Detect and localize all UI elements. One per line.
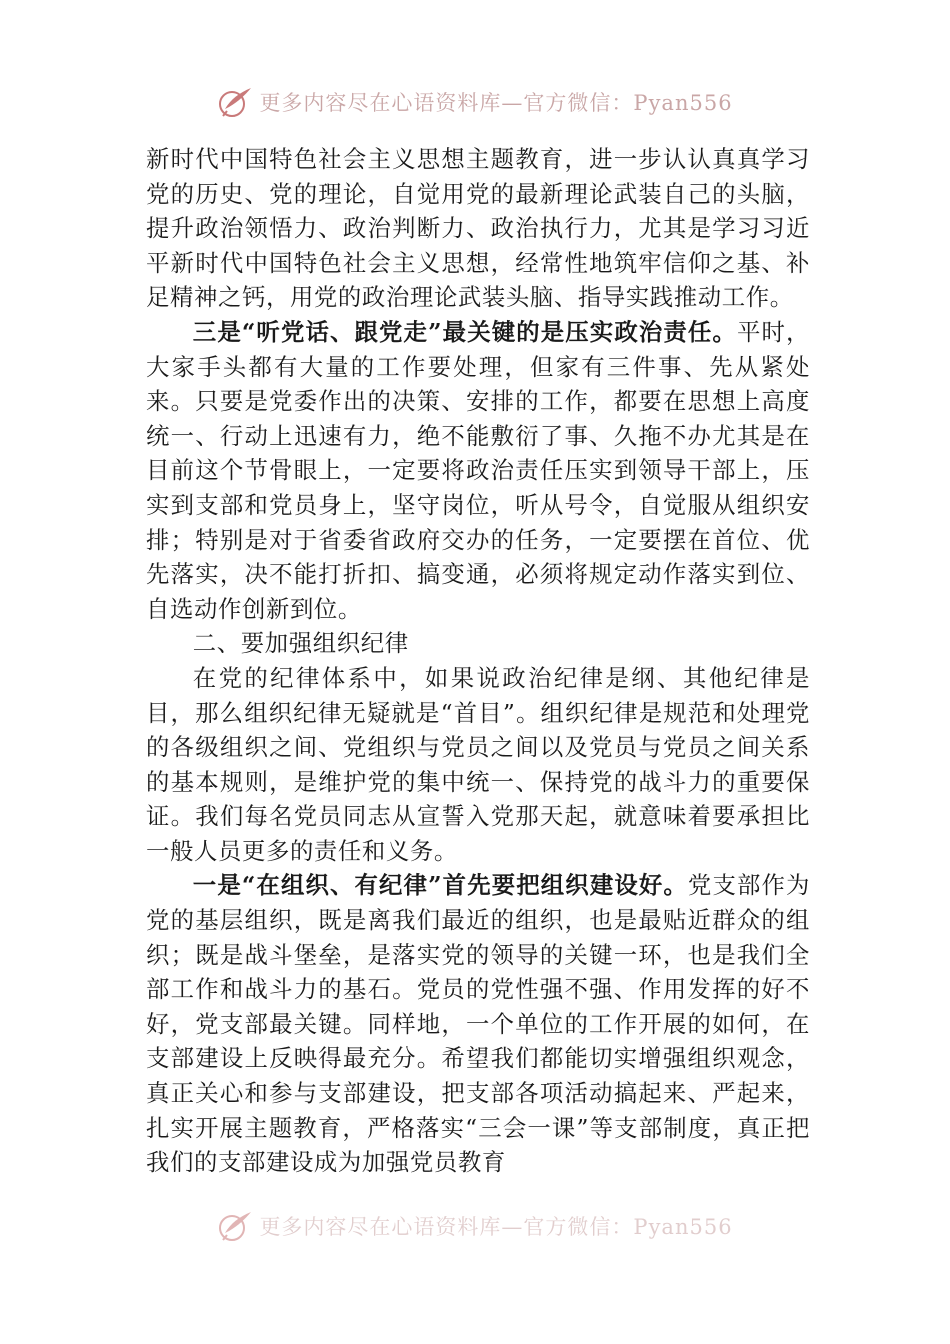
section-heading: 二、要加强组织纪律: [192, 629, 409, 658]
paragraph: 在党的纪律体系中，如果说政治纪律是纲、其他纪律是目，那么组织纪律无疑就是“首目”。组织纪律是规范和处理党的各级组织之间、党组织与党员之间以及党员与党员之间关系的基本规则，是维护党的集中统一、保持党的战斗力的重要保证。我们每名党员同志从宣誓入党那天起，就意味着要承担比一般人员更多的责任和义务。: [146, 663, 810, 865]
paragraph-lead: 一是“在组织、有纪律”首先要把组织建设好。: [192, 871, 688, 900]
quill-seal-icon: [217, 1209, 255, 1243]
watermark-footer: [0, 1206, 950, 1246]
watermark-text: 更多内容尽在心语资料库—官方微信：Pyan556: [259, 1215, 733, 1239]
watermark-text: 更多内容尽在心语资料库—官方微信：Pyan556: [259, 91, 733, 115]
paragraph: 新时代中国特色社会主义思想主题教育，进一步认认真真学习党的历史、党的理论，自觉用党的最新理论武装自己的头脑，提升政治领悟力、政治判断力、政治执行力，尤其是学习习近平新时代中国特色社会主义思想，经常性地筑牢信仰之基、补足精神之钙，用党的政治理论武装头脑、指导实践推动工作。: [146, 145, 810, 312]
paragraph: 一是“在组织、有纪律”首先要把组织建设好。党支部作为党的基层组织，既是离我们最近的组织，也是最贴近群众的组织；既是战斗堡垒，是落实党的领导的关键一环，也是我们全部工作和战斗力的基石。党员的党性强不强、作用发挥的好不好，党支部最关键。同样地，一个单位的工作开展的如何，在支部建设上反映得最充分。希望我们都能切实增强组织观念，真正关心和参与支部建设，把支部各项活动搞起来、严起来，扎实开展主题教育，严格落实“三会一课”等支部制度，真正把我们的支部建设成为加强党员教育: [146, 871, 811, 1177]
document-body: [146, 142, 810, 1180]
watermark-header: [0, 82, 950, 122]
quill-seal-icon: [217, 85, 255, 119]
paragraph-lead: 三是“听党话、跟党走”最关键的是压实政治责任。: [192, 317, 737, 346]
paragraph: 三是“听党话、跟党走”最关键的是压实政治责任。平时，大家手头都有大量的工作要处理，但家有三件事、先从紧处来。只要是党委作出的决策、安排的工作，都要在思想上高度统一、行动上迅速有力，绝不能敷衍了事、久拖不办尤其是在目前这个节骨眼上，一定要将政治责任压实到领导干部上，压实到支部和党员身上，坚守岗位，听从号令，自觉服从组织安排；特别是对于省委省政府交办的任务，一定要摆在首位、优先落实，决不能打折扣、搞变通，必须将规定动作落实到位、自选动作创新到位。: [146, 317, 810, 623]
